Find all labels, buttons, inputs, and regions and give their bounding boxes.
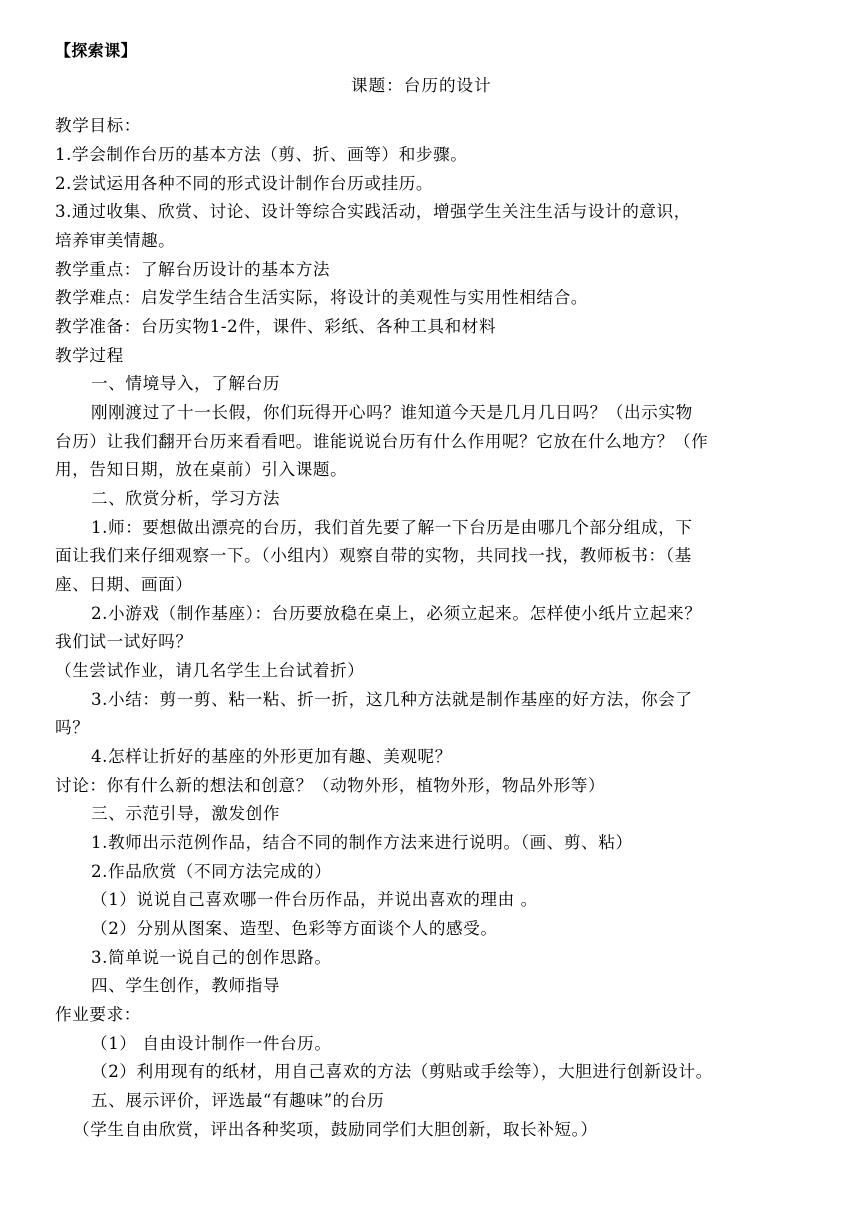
paragraph-line: 2.作品欣赏（不同方法完成的） (91, 862, 332, 881)
paragraph-line: 用，告知日期，放在桌前）引入课题。 (55, 460, 348, 479)
paragraph-line: 4.怎样让折好的基座的外形更加有趣、美观呢？ (91, 747, 452, 766)
paragraph-line: （1）说说自己喜欢哪一件台历作品，并说出喜欢的理由 。 (91, 890, 538, 909)
paragraph-line: 1.教师出示范例作品，结合不同的制作方法来进行说明。（画、剪、粘） (91, 833, 633, 852)
step-heading: 四、学生创作，教师指导 (91, 976, 281, 995)
paragraph-line: 面让我们来仔细观察一下。（小组内）观察自带的实物，共同找一找，教师板书：（基 (55, 546, 692, 565)
paragraph-line: 2.小游戏（制作基座）：台历要放稳在桌上，必须立起来。怎样使小纸片立起来？ (91, 604, 702, 623)
paragraph-line: 1.师：要想做出漂亮的台历，我们首先要了解一下台历是由哪几个部分组成，下 (91, 518, 693, 537)
objective-line: 2.尝试运用各种不同的形式设计制作台历或挂历。 (55, 174, 434, 193)
lesson-type-tag: 【探索课】 (55, 41, 138, 60)
paragraph-line: 台历）让我们翻开台历来看看吧。谁能说说台历有什么作用呢？它放在什么地方？（作 (55, 432, 709, 451)
paragraph-line: 3.小结：剪一剪、粘一粘、折一折，这几种方法就是制作基座的好方法，你会了 (91, 690, 693, 709)
step-heading: 三、示范引导，激发创作 (91, 804, 281, 823)
lesson-title: 课题：台历的设计 (351, 76, 492, 95)
section-heading-objectives: 教学目标： (55, 116, 141, 135)
paragraph-line: 座、日期、画面） (55, 575, 193, 594)
step-heading: 一、情境导入，了解台历 (91, 374, 281, 393)
objective-line: 3.通过收集、欣赏、讨论、设计等综合实践活动，增强学生关注生活与设计的意识， (55, 202, 692, 221)
paragraph-line: （学生自由欣赏，评出各种奖项，鼓励同学们大胆创新，取长补短。） (73, 1120, 598, 1139)
step-heading: 五、展示评价，评选最“有趣味”的台历 (91, 1091, 385, 1110)
paragraph-line: 讨论：你有什么新的想法和创意？（动物外形，植物外形，物品外形等） (55, 776, 606, 795)
paragraph-line: 3.简单说一说自己的创作思路。 (91, 948, 332, 967)
paragraph-line: 吗？ (55, 718, 90, 737)
paragraph-line: （生尝试作业，请几名学生上台试着折） (55, 661, 365, 680)
paragraph-line: （2）分别从图案、造型、色彩等方面谈个人的感受。 (91, 919, 498, 938)
step-heading: 二、欣赏分析，学习方法 (91, 489, 281, 508)
key-point-line: 教学重点：了解台历设计的基本方法 (55, 260, 331, 279)
paragraph-line: 作业要求： (55, 1005, 141, 1024)
preparation-line: 教学准备：台历实物1-2件，课件、彩纸、各种工具和材料 (55, 317, 497, 336)
paragraph-line: （1） 自由设计制作一件台历。 (91, 1034, 332, 1053)
difficulty-line: 教学难点：启发学生结合生活实际，将设计的美观性与实用性相结合。 (55, 288, 589, 307)
objective-line: 1.学会制作台历的基本方法（剪、折、画等）和步骤。 (55, 145, 468, 164)
paragraph-line: 刚刚渡过了十一长假，你们玩得开心吗？谁知道今天是几月几日吗？（出示实物 (91, 403, 693, 422)
section-heading-process: 教学过程 (55, 346, 124, 365)
paragraph-line: 我们试一试好吗？ (55, 632, 193, 651)
objective-line-continued: 培养审美情趣。 (55, 231, 176, 250)
paragraph-line: （2）利用现有的纸材，用自己喜欢的方法（剪贴或手绘等），大胆进行创新设计。 (91, 1062, 713, 1081)
